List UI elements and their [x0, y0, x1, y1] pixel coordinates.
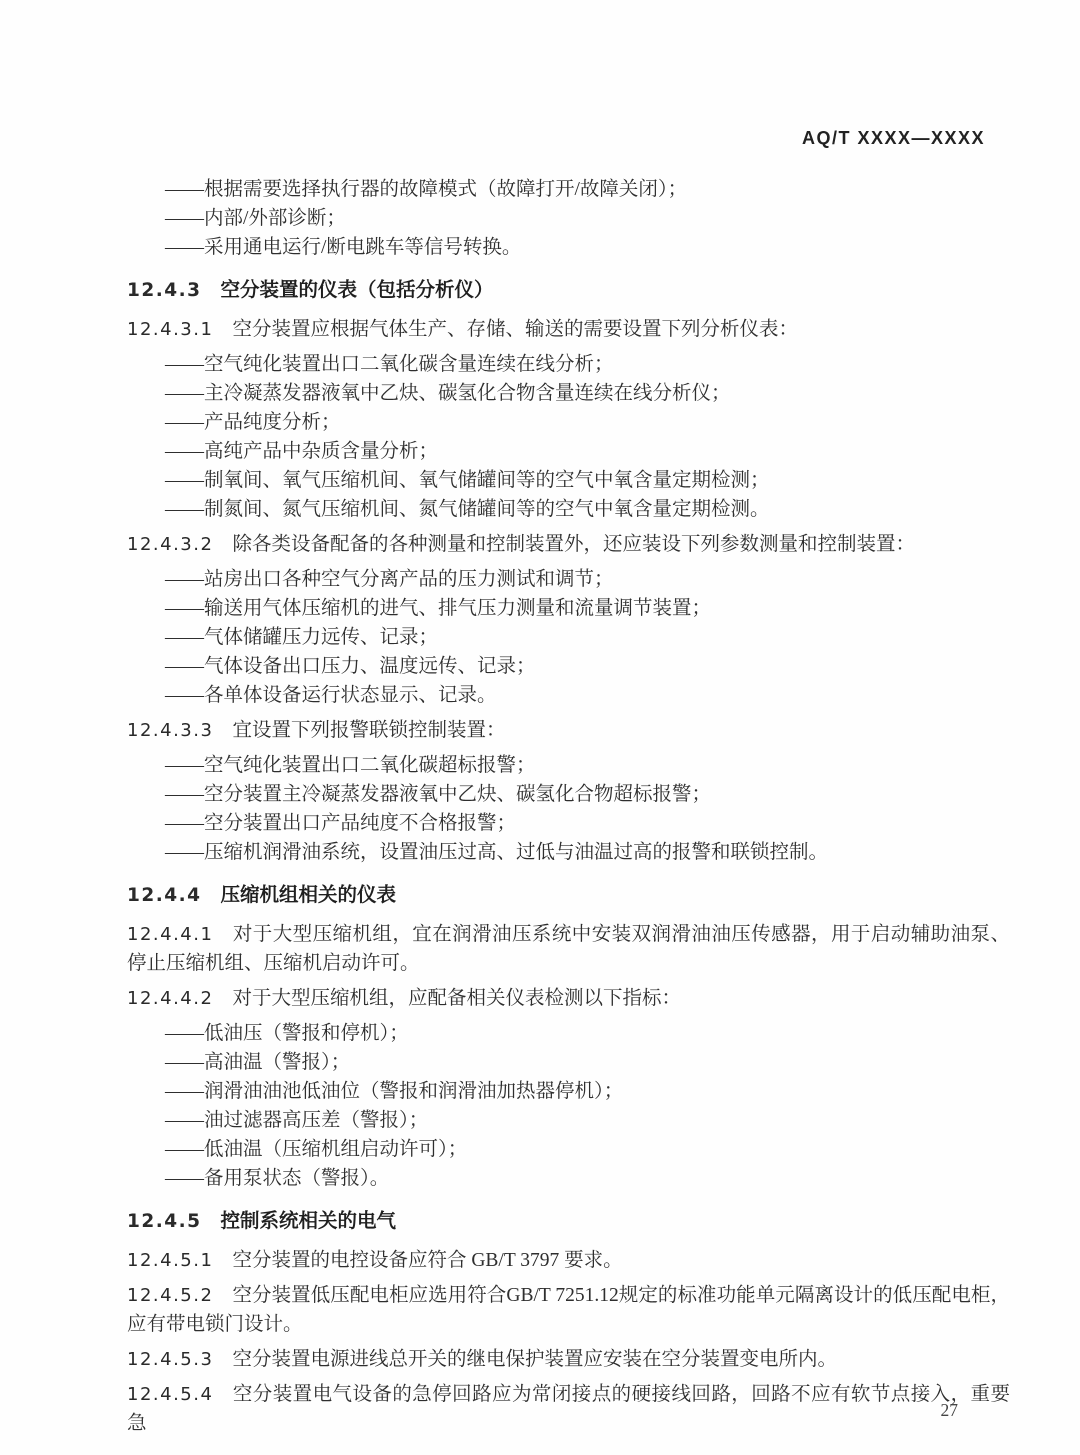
dash-list-item: [127, 809, 1010, 838]
paragraph-text: ——输送用气体压缩机的进气、排气压力测量和流量调节装置；: [165, 598, 712, 619]
paragraph-text: ——主冷凝蒸发器液氧中乙炔、碳氢化合物含量连续在线分析仪；: [165, 383, 731, 404]
standard-number-header: AQ/T XXXX—XXXX: [801, 128, 985, 148]
paragraph-text: ——润滑油油池低油位（警报和润滑油加热器停机）；: [165, 1081, 624, 1102]
paragraph-text: ——空气纯化装置出口二氧化碳含量连续在线分析；: [165, 354, 614, 375]
section-number: 12.4.4: [127, 885, 202, 906]
paragraph-text: 对于大型压缩机组，宜在润滑油压系统中安装双润滑油油压传感器，用于启动辅助油泵、停止压缩机组、压缩机启动许可。: [127, 924, 1010, 974]
dash-list-item: [127, 495, 1010, 524]
paragraph-text: ——空分装置主冷凝蒸发器液氧中乙炔、碳氢化合物超标报警；: [165, 784, 712, 805]
paragraph-text: ——采用通电运行/断电跳车等信号转换。: [165, 237, 522, 258]
clause-paragraph: [127, 1345, 1010, 1374]
dash-list-item: [127, 623, 1010, 652]
clause-paragraph: [127, 530, 1010, 559]
dash-list-item: [127, 204, 1010, 233]
section-number: 12.4.3: [127, 280, 202, 301]
dash-list-item: [127, 838, 1010, 867]
clause-number: 12.4.5.1: [127, 1250, 214, 1271]
clause-paragraph: [127, 1281, 1010, 1339]
clause-paragraph: [127, 920, 1010, 978]
dash-list-item: [127, 1077, 1010, 1106]
section-number: 12.4.5: [127, 1211, 202, 1232]
dash-list-item: [127, 1019, 1010, 1048]
section-title: 压缩机组相关的仪表: [220, 884, 397, 906]
section-title: 控制系统相关的电气: [220, 1210, 397, 1232]
dash-list-item: [127, 681, 1010, 710]
dash-list-item: [127, 780, 1010, 809]
paragraph-text: ——高油温（警报）；: [165, 1052, 351, 1073]
clause-number: 12.4.5.3: [127, 1349, 214, 1370]
paragraph-text: ——气体储罐压力远传、记录；: [165, 627, 439, 648]
dash-list-item: [127, 594, 1010, 623]
paragraph-text: 空分装置电气设备的急停回路应为常闭接点的硬接线回路，回路不应有软节点接入，重要急: [127, 1384, 1010, 1434]
dash-list-item: [127, 175, 1010, 204]
page-number: 27: [940, 1400, 958, 1420]
clause-paragraph: [127, 716, 1010, 745]
dash-list-item: [127, 379, 1010, 408]
section-title: 空分装置的仪表（包括分析仪）: [220, 279, 494, 301]
paragraph-text: ——备用泵状态（警报）。: [165, 1168, 390, 1189]
dash-list-item: [127, 652, 1010, 681]
clause-number: 12.4.3.2: [127, 534, 214, 555]
paragraph-text: ——内部/外部诊断；: [165, 208, 346, 229]
paragraph-text: ——油过滤器高压差（警报）；: [165, 1110, 429, 1131]
paragraph-text: ——空分装置出口产品纯度不合格报警；: [165, 813, 517, 834]
clause-number: 12.4.3.3: [127, 720, 214, 741]
paragraph-text: ——气体设备出口压力、温度远传、记录；: [165, 656, 536, 677]
clause-number: 12.4.5.4: [127, 1384, 214, 1405]
paragraph-text: ——低油压（警报和停机）；: [165, 1023, 409, 1044]
clause-paragraph: [127, 984, 1010, 1013]
paragraph-text: ——产品纯度分析；: [165, 412, 341, 433]
dash-list-item: [127, 1048, 1010, 1077]
clause-number: 12.4.5.2: [127, 1285, 214, 1306]
clause-number: 12.4.4.2: [127, 988, 214, 1009]
paragraph-text: ——空气纯化装置出口二氧化碳超标报警；: [165, 755, 536, 776]
dash-list-item: [127, 751, 1010, 780]
paragraph-text: ——根据需要选择执行器的故障模式（故障打开/故障关闭）；: [165, 179, 688, 200]
dash-list-item: [127, 437, 1010, 466]
dash-list-item: [127, 408, 1010, 437]
paragraph-text: ——高纯产品中杂质含量分析；: [165, 441, 439, 462]
paragraph-text: ——制氧间、氧气压缩机间、氧气储罐间等的空气中氧含量定期检测；: [165, 470, 770, 491]
dash-list-item: [127, 466, 1010, 495]
paragraph-text: ——压缩机润滑油系统，设置油压过高、过低与油温过高的报警和联锁控制。: [165, 842, 829, 863]
dash-list-item: [127, 1135, 1010, 1164]
paragraph-text: 对于大型压缩机组，应配备相关仪表检测以下指标：: [232, 988, 681, 1009]
paragraph-text: 除各类设备配备的各种测量和控制装置外，还应装设下列参数测量和控制装置：: [232, 534, 915, 555]
paragraph-text: 宜设置下列报警联锁控制装置：: [232, 720, 506, 741]
document-body: [127, 175, 1010, 1438]
paragraph-text: 空分装置应根据气体生产、存储、输送的需要设置下列分析仪表：: [232, 319, 798, 340]
clause-paragraph: [127, 315, 1010, 344]
section-heading: [127, 276, 1010, 305]
paragraph-text: ——站房出口各种空气分离产品的压力测试和调节；: [165, 569, 614, 590]
dash-list-item: [127, 1106, 1010, 1135]
dash-list-item: [127, 233, 1010, 262]
section-heading: [127, 881, 1010, 910]
clause-paragraph: [127, 1380, 1010, 1438]
dash-list-item: [127, 565, 1010, 594]
section-heading: [127, 1207, 1010, 1236]
clause-number: 12.4.3.1: [127, 319, 214, 340]
paragraph-text: 空分装置的电控设备应符合 GB/T 3797 要求。: [232, 1250, 623, 1271]
paragraph-text: ——低油温（压缩机组启动许可）；: [165, 1139, 468, 1160]
paragraph-text: ——各单体设备运行状态显示、记录。: [165, 685, 497, 706]
dash-list-item: [127, 1164, 1010, 1193]
clause-number: 12.4.4.1: [127, 924, 214, 945]
clause-paragraph: [127, 1246, 1010, 1275]
paragraph-text: 空分装置低压配电柜应选用符合GB/T 7251.12规定的标准功能单元隔离设计的低压配电柜，应有带电锁门设计。: [127, 1285, 1010, 1335]
paragraph-text: ——制氮间、氮气压缩机间、氮气储罐间等的空气中氧含量定期检测。: [165, 499, 770, 520]
paragraph-text: 空分装置电源进线总开关的继电保护装置应安装在空分装置变电所内。: [232, 1349, 837, 1370]
dash-list-item: [127, 350, 1010, 379]
